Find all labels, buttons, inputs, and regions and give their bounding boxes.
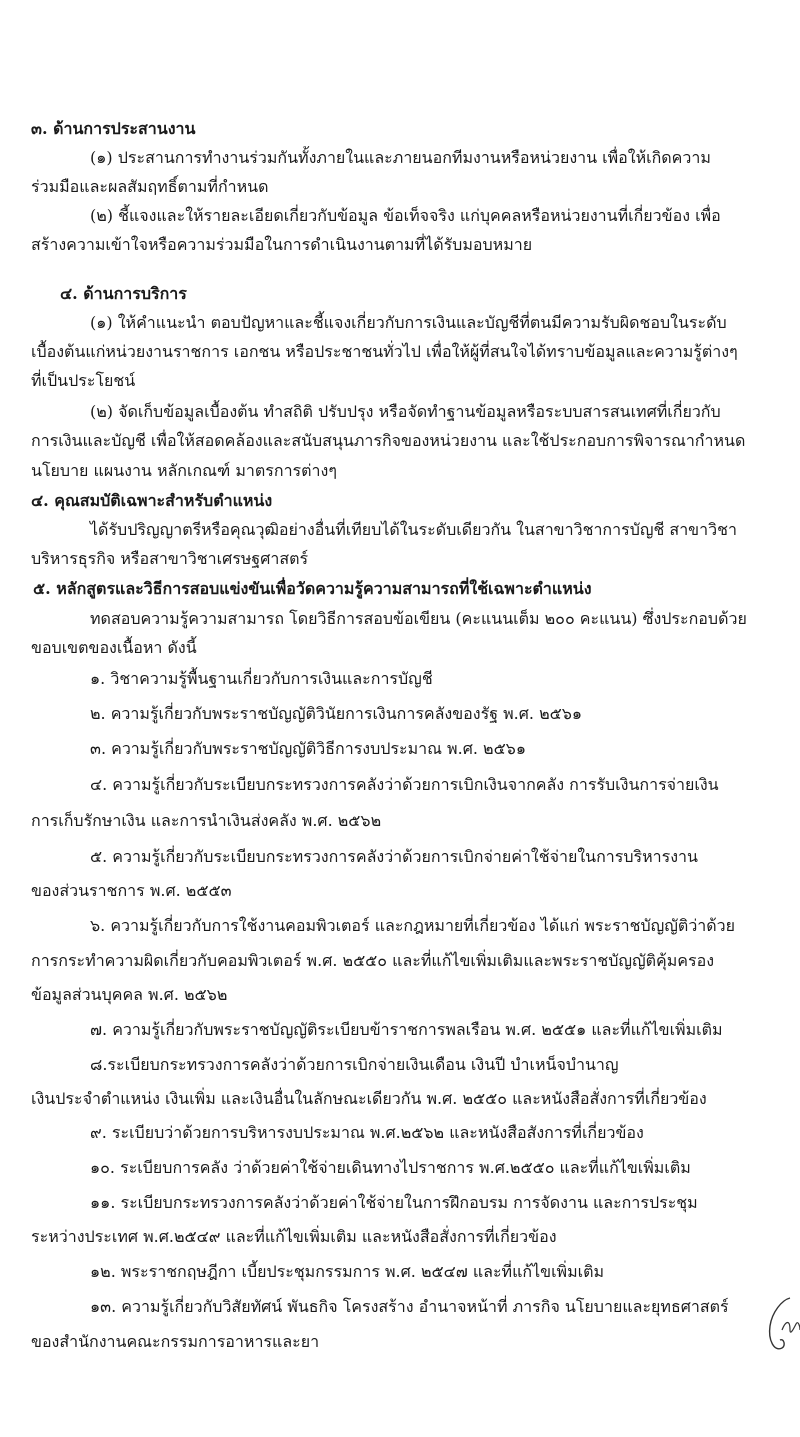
- paragraph-line: บริหารธุรกิจ หรือสาขาวิชาเศรษฐศาสตร์: [31, 549, 309, 568]
- paragraph-line: นโยบาย แผนงาน หลักเกณฑ์ มาตรการต่างๆ: [31, 461, 337, 480]
- paragraph-line: สร้างความเข้าใจหรือความร่วมมือในการดำเนินงานตามที่ได้รับมอบหมาย: [31, 235, 533, 254]
- list-item: ๑. วิชาความรู้พื้นฐานเกี่ยวกับการเงินและการบัญชี: [90, 669, 433, 688]
- list-item-continuation: ของส่วนราชการ พ.ศ. ๒๕๕๓: [31, 881, 232, 900]
- heading-qualifications: ๔. คุณสมบัติเฉพาะสำหรับตำแหน่ง: [31, 491, 273, 510]
- heading-exam-curriculum: ๕. หลักสูตรและวิธีการสอบแข่งขันเพื่อวัดความรู้ความสามารถที่ใช้เฉพาะตำแหน่ง: [33, 579, 592, 598]
- paragraph-line: ที่เป็นประโยชน์: [31, 371, 136, 390]
- list-item: ๑๑. ระเบียบกระทรวงการคลังว่าด้วยค่าใช้จ่ายในการฝึกอบรม การจัดงาน และการประชุม: [90, 1193, 698, 1212]
- list-item-continuation: ระหว่างประเทศ พ.ศ.๒๕๔๙ และที่แก้ไขเพิ่มเติม และหนังสือสั่งการที่เกี่ยวข้อง: [31, 1227, 557, 1246]
- list-item-continuation: เงินประจำตำแหน่ง เงินเพิ่ม และเงินอื่นในลักษณะเดียวกัน พ.ศ. ๒๕๕๐ และหนังสือสั่งการที่เกี่ยวข้อง: [31, 1089, 707, 1108]
- heading-coordination: ๓. ด้านการประสานงาน: [31, 119, 196, 138]
- paragraph-line: ได้รับปริญญาตรีหรือคุณวุฒิอย่างอื่นที่เทียบได้ในระดับเดียวกัน ในสาขาวิชาการบัญชี สาขาวิชา: [90, 520, 737, 539]
- list-item-continuation: การเก็บรักษาเงิน และการนำเงินส่งคลัง พ.ศ. ๒๕๖๒: [31, 811, 382, 830]
- list-item: ๖. ความรู้เกี่ยวกับการใช้งานคอมพิวเตอร์ และกฎหมายที่เกี่ยวข้อง ได้แก่ พระราชบัญญัติว่าด้วย: [90, 916, 736, 935]
- paragraph-line: ร่วมมือและผลสัมฤทธิ์ตามที่กำหนด: [31, 177, 269, 196]
- list-item: ๑๐. ระเบียบการคลัง ว่าด้วยค่าใช้จ่ายเดินทางไปราชการ พ.ศ.๒๕๕๐ และที่แก้ไขเพิ่มเติม: [90, 1158, 691, 1177]
- paragraph-line: (๑) ประสานการทำงานร่วมกันทั้งภายในและภายนอกทีมงานหรือหน่วยงาน เพื่อให้เกิดความ: [90, 148, 711, 167]
- list-item: ๕. ความรู้เกี่ยวกับระเบียบกระทรวงการคลังว่าด้วยการเบิกจ่ายค่าใช้จ่ายในการบริหารงาน: [90, 847, 698, 866]
- list-item: ๘.ระเบียบกระทรวงการคลังว่าด้วยการเบิกจ่ายเงินเดือน เงินปี บำเหน็จบำนาญ: [90, 1055, 619, 1074]
- paragraph-line: ทดสอบความรู้ความสามารถ โดยวิธีการสอบข้อเขียน (คะแนนเต็ม ๒๐๐ คะแนน) ซึ่งประกอบด้วย: [90, 609, 747, 628]
- list-item: ๗. ความรู้เกี่ยวกับพระราชบัญญัติระเบียบข้าราชการพลเรือน พ.ศ. ๒๕๕๑ และที่แก้ไขเพิ่มเติม: [90, 1020, 723, 1039]
- list-item-continuation: การกระทำความผิดเกี่ยวกับคอมพิวเตอร์ พ.ศ. ๒๕๕๐ และที่แก้ไขเพิ่มเติมและพระราชบัญญัติคุ้มครอง: [31, 951, 715, 970]
- list-item: ๓. ความรู้เกี่ยวกับพระราชบัญญัติวิธีการงบประมาณ พ.ศ. ๒๕๖๑: [90, 739, 526, 758]
- paragraph-line: (๑) ให้คำแนะนำ ตอบปัญหาและชี้แจงเกี่ยวกับการเงินและบัญชีที่ตนมีความรับผิดชอบในระดับ: [90, 313, 727, 332]
- paragraph-line: (๒) ชี้แจงและให้รายละเอียดเกี่ยวกับข้อมูล ข้อเท็จจริง แก่บุคคลหรือหน่วยงานที่เกี่ยวข้อง เพื่อ: [90, 206, 721, 225]
- paragraph-line: การเงินและบัญชี เพื่อให้สอดคล้องและสนับสนุนภารกิจของหน่วยงาน และใช้ประกอบการพิจารณากำหนด: [31, 431, 746, 450]
- paragraph-line: เบื้องต้นแก่หน่วยงานราชการ เอกชน หรือประชาชนทั่วไป เพื่อให้ผู้ที่สนใจได้ทราบข้อมูลและความรู้ต่างๆ: [31, 342, 738, 361]
- list-item: ๔. ความรู้เกี่ยวกับระเบียบกระทรวงการคลังว่าด้วยการเบิกเงินจากคลัง การรับเงินการจ่ายเงิน: [90, 775, 719, 794]
- paragraph-line: ขอบเขตของเนื้อหา ดังนี้: [31, 638, 197, 657]
- paragraph-line: (๒) จัดเก็บข้อมูลเบื้องต้น ทำสถิติ ปรับปรุง หรือจัดทำฐานข้อมูลหรือระบบสารสนเทศที่เกี่ยวกับ: [90, 402, 721, 421]
- list-item: ๒. ความรู้เกี่ยวกับพระราชบัญญัติวินัยการเงินการคลังของรัฐ พ.ศ. ๒๕๖๑: [90, 704, 583, 723]
- list-item: ๙. ระเบียบว่าด้วยการบริหารงบประมาณ พ.ศ.๒๕๖๒ และหนังสือสังการที่เกี่ยวข้อง: [90, 1123, 644, 1142]
- list-item: ๑๓. ความรู้เกี่ยวกับวิสัยทัศน์ พันธกิจ โครงสร้าง อำนาจหน้าที่ ภารกิจ นโยบายและยุทธศาสตร์: [90, 1297, 729, 1316]
- heading-service: ๔. ด้านการบริการ: [60, 284, 187, 303]
- list-item-continuation: ข้อมูลส่วนบุคคล พ.ศ. ๒๕๖๒: [31, 985, 228, 1004]
- signature-mark: [760, 1290, 800, 1360]
- list-item-continuation: ของสำนักงานคณะกรรมการอาหารและยา: [31, 1332, 320, 1351]
- list-item: ๑๒. พระราชกฤษฎีกา เบี้ยประชุมกรรมการ พ.ศ. ๒๕๔๗ และที่แก้ไขเพิ่มเติม: [90, 1262, 605, 1281]
